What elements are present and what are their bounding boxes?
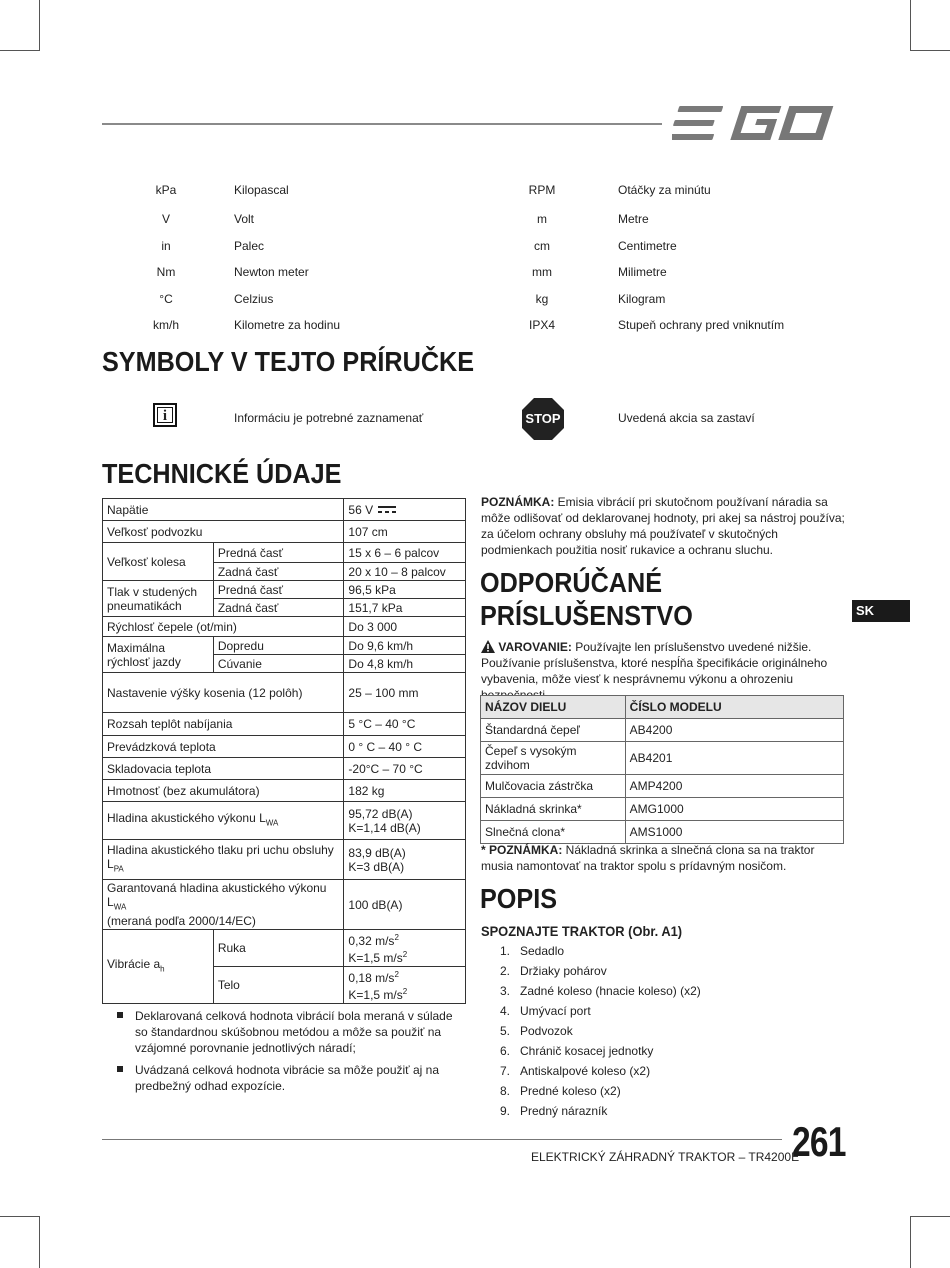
- footnote-label: * POZNÁMKA:: [481, 843, 563, 857]
- list-item: 9. Predný nárazník: [499, 1104, 608, 1118]
- spec-label: Prevádzková teplota: [103, 736, 344, 758]
- unit-abbr: IPX4: [528, 318, 555, 332]
- acc-part: Nákladná skrinka*: [481, 798, 626, 821]
- spec-value: 20 x 10 – 8 palcov: [344, 563, 466, 581]
- description-heading: POPIS: [480, 883, 558, 914]
- info-text: Informáciu je potrebné zaznamenať: [234, 411, 424, 425]
- acc-part: Slnečná clona*: [481, 821, 626, 844]
- list-item: 4. Umývací port: [499, 1004, 591, 1018]
- spec-value: 100 dB(A): [344, 880, 466, 930]
- spec-label: Veľkosť podvozku: [103, 521, 344, 543]
- unit-name: Celzius: [234, 292, 274, 306]
- ego-logo: [672, 104, 844, 142]
- page-number: 261: [792, 1118, 846, 1165]
- crop-mark: [39, 0, 40, 50]
- crop-mark: [910, 1216, 950, 1217]
- bullet-item: Uvádzaná celková hodnota vibrácie sa môže použiť aj na predbežný odhad expozície.: [135, 1063, 440, 1093]
- spec-value: 25 – 100 mm: [344, 673, 466, 713]
- accessories-table: [480, 695, 844, 844]
- unit-abbr: m: [537, 212, 547, 226]
- spec-value: 56 V: [344, 499, 466, 521]
- note-label: POZNÁMKA:: [481, 495, 555, 509]
- list-item: 8. Predné koleso (x2): [499, 1084, 621, 1098]
- spec-label: Garantovaná hladina akustického výkonu $L_{WA}$ (meraná podľa 2000/14/EC): [103, 880, 344, 930]
- table-row: [481, 798, 844, 821]
- unit-abbr: kPa: [155, 183, 177, 197]
- spec-sublabel: Ruka: [213, 930, 344, 967]
- acc-model: AMS1000: [625, 821, 843, 844]
- bullet-marker: [117, 1012, 123, 1018]
- spec-sublabel: Cúvanie: [213, 655, 344, 673]
- spec-value: 0 ° C – 40 ° C: [344, 736, 466, 758]
- unit-abbr: km/h: [152, 318, 179, 332]
- spec-label: Vibrácie $a_h$: [103, 930, 214, 1004]
- description-subtitle: SPOZNAJTE TRAKTOR (Obr. A1): [481, 923, 683, 939]
- accessories-heading-line2: PRÍSLUŠENSTVO: [480, 600, 693, 631]
- unit-abbr: V: [161, 212, 170, 226]
- crop-mark: [0, 1216, 40, 1217]
- footnote-text: Nákladná skrinka a slnečná clona sa na traktor musia namontovať na traktor spolu s prídavným nosičom.: [481, 843, 815, 873]
- unit-abbr: Nm: [156, 265, 176, 279]
- spec-value: 151,7 kPa: [344, 599, 466, 617]
- bullet-marker: [117, 1066, 123, 1072]
- spec-value: 182 kg: [344, 780, 466, 802]
- unit-name: Centimetre: [618, 239, 677, 253]
- crop-mark: [39, 1216, 40, 1268]
- unit-abbr: °C: [159, 292, 173, 306]
- spec-value: 15 x 6 – 6 palcov: [344, 543, 466, 563]
- table-row: [481, 821, 844, 844]
- spec-label: Veľkosť kolesa: [103, 543, 214, 581]
- spec-sublabel: Zadná časť: [213, 563, 344, 581]
- spec-label: Nastavenie výšky kosenia (12 polôh): [103, 673, 344, 713]
- spec-value: Do 3 000: [344, 617, 466, 637]
- spec-value: 0,32 $m/s^2$ K=1,5 $m/s^2$: [344, 930, 466, 967]
- accessories-heading-line1: ODPORÚČANÉ: [480, 567, 663, 598]
- list-item: 1. Sedadlo: [499, 944, 565, 958]
- spec-label: Napätie: [103, 499, 344, 521]
- acc-model: AMP4200: [625, 775, 843, 798]
- crop-mark: [0, 50, 40, 51]
- warning-icon: [481, 640, 495, 653]
- acc-part: Štandardná čepeľ: [481, 719, 626, 742]
- acc-header: ČÍSLO MODELU: [625, 696, 843, 719]
- warning-text: Používajte len príslušenstvo uvedené nižšie. Používanie príslušenstva, ktoré nespĺňa špecifikácie originálneho vybavenia, môže viesť k nesprávnemu výkonu a ohrozeniu: [481, 640, 828, 686]
- spec-sublabel: Zadná časť: [213, 599, 344, 617]
- unit-name: Milimetre: [618, 265, 667, 279]
- table-row: [481, 775, 844, 798]
- spec-label: Rýchlosť čepele (ot/min): [103, 617, 344, 637]
- parts-list: [478, 944, 848, 1124]
- crop-mark: [910, 50, 950, 51]
- spec-value: -20°C – 70 °C: [344, 758, 466, 780]
- tech-heading: TECHNICKÉ ÚDAJE: [102, 458, 342, 489]
- unit-name: Kilogram: [618, 292, 666, 306]
- crop-mark: [910, 0, 911, 50]
- footer-title: ELEKTRICKÝ ZÁHRADNÝ TRAKTOR – TR4200E: [531, 1150, 800, 1164]
- stop-label: STOP: [525, 411, 561, 426]
- acc-model: AB4200: [625, 719, 843, 742]
- unit-abbr: cm: [534, 239, 550, 253]
- spec-value: 96,5 kPa: [344, 581, 466, 599]
- list-item: 2. Držiaky pohárov: [499, 964, 607, 978]
- dc-icon: [378, 506, 396, 514]
- accessories-warning: [481, 639, 845, 703]
- accessories-footnote: [481, 842, 845, 874]
- sk-side-tab: [852, 600, 910, 622]
- spec-label: Skladovacia teplota: [103, 758, 344, 780]
- unit-name: Otáčky za minútu: [618, 183, 711, 197]
- sk-tab-label: SK: [856, 603, 875, 618]
- spec-value: 0,18 $m/s^2$ K=1,5 $m/s^2$: [344, 967, 466, 1004]
- unit-name: Stupeň ochrany pred vniknutím: [618, 318, 785, 332]
- acc-part: Mulčovacia zástrčka: [481, 775, 626, 798]
- tech-spec-table: [102, 498, 466, 1004]
- unit-name: Kilometre za hodinu: [234, 318, 341, 332]
- unit-abbr: in: [161, 239, 171, 253]
- spec-sublabel: Dopredu: [213, 637, 344, 655]
- table-row: [481, 742, 844, 775]
- info-icon: i: [153, 403, 177, 427]
- list-item: 7. Antiskalpové koleso (x2): [499, 1064, 651, 1078]
- spec-value: 95,72 dB(A) K=1,14 dB(A): [344, 802, 466, 840]
- spec-value: 83,9 dB(A) K=3 dB(A): [344, 840, 466, 880]
- spec-sublabel: Telo: [213, 967, 344, 1004]
- symbols-heading: SYMBOLY V TEJTO PRÍRUČKE: [102, 346, 475, 377]
- warning-label: VAROVANIE:: [498, 640, 572, 654]
- spec-value: 107 cm: [344, 521, 466, 543]
- spec-value: Do 4,8 km/h: [344, 655, 466, 673]
- table-row: [481, 719, 844, 742]
- unit-abbr: mm: [532, 265, 552, 279]
- unit-name: Metre: [618, 212, 649, 226]
- spec-label: Hladina akustického tlaku pri uchu obsluhy $L_{PA}$: [103, 840, 344, 880]
- spec-label: Hmotnosť (bez akumulátora): [103, 780, 344, 802]
- spec-label: Tlak v studených pneumatikách: [103, 581, 214, 617]
- spec-label: Hladina akustického výkonu $L_{WA}$: [103, 802, 344, 840]
- spec-sublabel: Predná časť: [213, 581, 344, 599]
- unit-name: Newton meter: [234, 265, 309, 279]
- crop-mark: [910, 1216, 911, 1268]
- spec-value: Do 9,6 km/h: [344, 637, 466, 655]
- header-rule: [102, 123, 662, 125]
- acc-model: AMG1000: [625, 798, 843, 821]
- unit-abbr: kg: [535, 292, 549, 306]
- unit-name: Volt: [234, 212, 255, 226]
- bullet-item: Deklarovaná celková hodnota vibrácií bola meraná v súlade so štandardnou skúšobnou metódou a môže sa použiť na vzájomné porovnanie jednotlivých náradí;: [135, 1009, 453, 1055]
- stop-text: Uvedená akcia sa zastaví: [618, 411, 755, 425]
- list-item: 5. Podvozok: [499, 1024, 573, 1038]
- spec-sublabel: Predná časť: [213, 543, 344, 563]
- spec-value: 5 °C – 40 °C: [344, 713, 466, 736]
- footer-rule: [102, 1139, 782, 1140]
- unit-name: Palec: [234, 239, 265, 253]
- list-item: 3. Zadné koleso (hnacie koleso) (x2): [499, 984, 701, 998]
- vibration-note: [481, 494, 845, 558]
- note-text: Emisia vibrácií pri skutočnom používaní náradia sa môže odlišovať od deklarovanej hodnoty, pri akej sa nástroj používa; za účelom ochrany obsluhy má používateľ v skutočných podmienkach použitia nosiť rukavice a ochranu sluchu.: [481, 495, 845, 557]
- stop-icon: [521, 397, 565, 441]
- unit-abbr: RPM: [528, 183, 556, 197]
- spec-label: Rozsah teplôt nabíjania: [103, 713, 344, 736]
- acc-header: NÁZOV DIELU: [481, 696, 626, 719]
- acc-model: AB4201: [625, 742, 843, 775]
- spec-label: Maximálna rýchlosť jazdy: [103, 637, 214, 673]
- list-item: 6. Chránič kosacej jednotky: [499, 1044, 654, 1058]
- unit-name: Kilopascal: [234, 183, 289, 197]
- acc-part: Čepeľ s vysokým zdvihom: [481, 742, 626, 775]
